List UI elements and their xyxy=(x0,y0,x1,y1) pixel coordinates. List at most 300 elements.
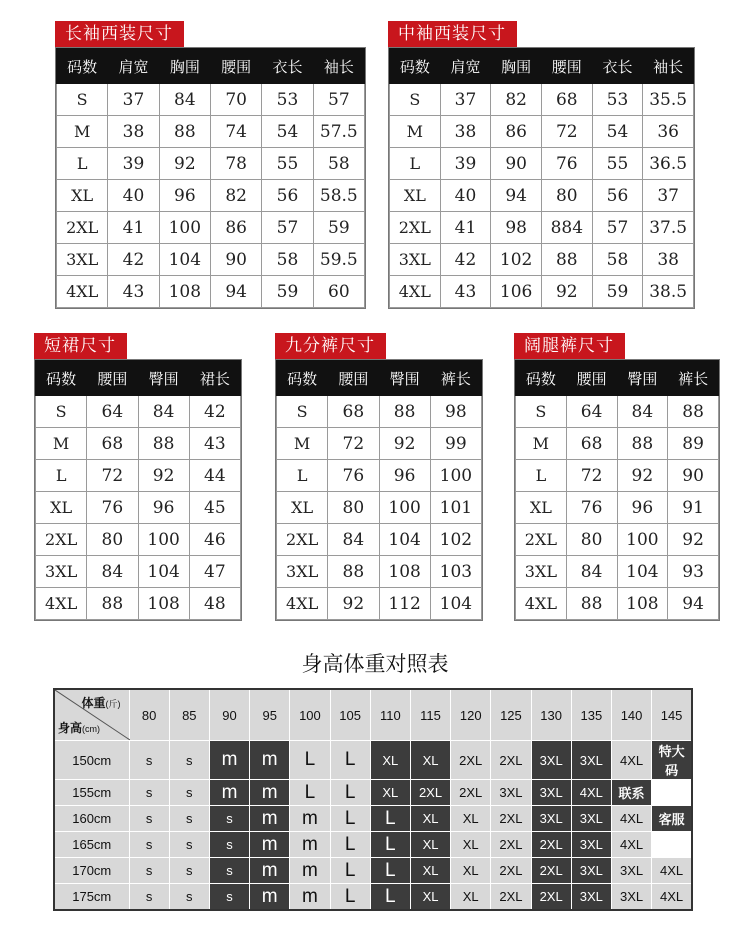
value-cell: 82 xyxy=(491,84,542,116)
value-cell: 92 xyxy=(328,588,379,620)
size-cell: m xyxy=(290,832,330,858)
size-cell: 4XL xyxy=(571,780,611,806)
table-row xyxy=(36,524,241,556)
size-cell: 4XL xyxy=(36,588,87,620)
size-cell: S xyxy=(277,396,328,428)
weight-header: 135 xyxy=(571,689,611,741)
value-cell: 88 xyxy=(668,396,719,428)
size-cell: L xyxy=(36,460,87,492)
value-cell: 104 xyxy=(138,556,189,588)
height-row xyxy=(54,780,692,806)
weight-header: 80 xyxy=(129,689,169,741)
height-label-cell: 175cm xyxy=(54,884,129,911)
value-cell: 104 xyxy=(617,556,668,588)
value-cell: 68 xyxy=(566,428,617,460)
size-cell: L xyxy=(390,148,441,180)
table-row xyxy=(277,588,482,620)
table-row xyxy=(390,276,694,308)
size-cell: M xyxy=(390,116,441,148)
size-cell: L xyxy=(330,806,370,832)
value-cell: 36.5 xyxy=(643,148,694,180)
size-cell: s xyxy=(169,741,209,780)
size-cell: L xyxy=(516,460,567,492)
value-cell: 76 xyxy=(566,492,617,524)
size-cell: L xyxy=(330,780,370,806)
size-cell: 2XL xyxy=(491,858,531,884)
size-cell: s xyxy=(169,832,209,858)
size-cell: XL xyxy=(370,780,410,806)
size-cell: L xyxy=(370,806,410,832)
size-cell: m xyxy=(209,741,249,780)
height-label-cell: 150cm xyxy=(54,741,129,780)
size-cell: 4XL xyxy=(57,276,108,308)
size-cell: S xyxy=(57,84,108,116)
size-cell: 3XL xyxy=(491,780,531,806)
value-cell: 76 xyxy=(541,148,592,180)
size-cell: M xyxy=(516,428,567,460)
table-row xyxy=(277,524,482,556)
size-cell xyxy=(652,832,692,858)
height-unit: (cm) xyxy=(82,724,101,734)
value-cell: 108 xyxy=(617,588,668,620)
weight-header: 85 xyxy=(169,689,209,741)
header-row xyxy=(57,49,365,84)
chart-table-wrap xyxy=(34,359,242,621)
size-cell: 3XL xyxy=(571,884,611,911)
size-cell: 3XL xyxy=(36,556,87,588)
value-cell: 98 xyxy=(430,396,481,428)
table-row xyxy=(57,276,365,308)
size-cell: 4XL xyxy=(652,858,692,884)
table-row xyxy=(57,116,365,148)
value-cell: 100 xyxy=(379,492,430,524)
size-cell: L xyxy=(330,858,370,884)
value-cell: 38.5 xyxy=(643,276,694,308)
column-header: 腰围 xyxy=(541,49,592,84)
value-cell: 101 xyxy=(430,492,481,524)
size-cell: M xyxy=(36,428,87,460)
table-row xyxy=(516,396,719,428)
value-cell: 40 xyxy=(108,180,159,212)
size-cell: XL xyxy=(410,858,450,884)
table-row xyxy=(57,180,365,212)
height-row xyxy=(54,741,692,780)
weight-label-text: 体重 xyxy=(81,696,106,710)
column-header: 腰围 xyxy=(210,49,261,84)
height-label xyxy=(58,719,100,736)
value-cell: 72 xyxy=(328,428,379,460)
value-cell: 88 xyxy=(138,428,189,460)
header-row xyxy=(36,361,241,396)
value-cell: 88 xyxy=(379,396,430,428)
header-row xyxy=(277,361,482,396)
size-table xyxy=(56,48,365,308)
size-cell: 3XL xyxy=(611,884,651,911)
column-header: 腰围 xyxy=(328,361,379,396)
size-cell: m xyxy=(209,780,249,806)
value-cell: 37 xyxy=(108,84,159,116)
size-cell: 2XL xyxy=(531,858,571,884)
value-cell: 57 xyxy=(262,212,313,244)
size-cell: 特大码 xyxy=(652,741,692,780)
size-cell: XL xyxy=(410,884,450,911)
value-cell: 90 xyxy=(491,148,542,180)
size-cell: s xyxy=(129,806,169,832)
size-cell: 2XL xyxy=(531,884,571,911)
weight-header: 140 xyxy=(611,689,651,741)
value-cell: 37.5 xyxy=(643,212,694,244)
value-cell: 56 xyxy=(592,180,643,212)
table-row xyxy=(277,396,482,428)
value-cell: 88 xyxy=(617,428,668,460)
size-cell: s xyxy=(129,832,169,858)
size-cell: XL xyxy=(390,180,441,212)
weight-unit: (斤) xyxy=(105,699,121,709)
size-cell: 客服 xyxy=(652,806,692,832)
size-cell: 2XL xyxy=(277,524,328,556)
value-cell: 100 xyxy=(138,524,189,556)
size-cell: XL xyxy=(36,492,87,524)
column-header: 臀围 xyxy=(138,361,189,396)
column-header: 码数 xyxy=(277,361,328,396)
value-cell: 96 xyxy=(138,492,189,524)
value-cell: 48 xyxy=(189,588,240,620)
chart-table-wrap xyxy=(55,47,366,309)
value-cell: 96 xyxy=(159,180,210,212)
value-cell: 55 xyxy=(592,148,643,180)
column-header: 裤长 xyxy=(668,361,719,396)
weight-header: 115 xyxy=(410,689,450,741)
size-cell: 3XL xyxy=(516,556,567,588)
value-cell: 90 xyxy=(668,460,719,492)
value-cell: 84 xyxy=(566,556,617,588)
value-cell: 103 xyxy=(430,556,481,588)
value-cell: 80 xyxy=(87,524,138,556)
value-cell: 93 xyxy=(668,556,719,588)
value-cell: 39 xyxy=(440,148,491,180)
size-cell: XL xyxy=(451,858,491,884)
size-cell: s xyxy=(129,741,169,780)
value-cell: 42 xyxy=(440,244,491,276)
value-cell: 112 xyxy=(379,588,430,620)
column-header: 衣长 xyxy=(262,49,313,84)
value-cell: 78 xyxy=(210,148,261,180)
value-cell: 86 xyxy=(210,212,261,244)
header-row xyxy=(516,361,719,396)
value-cell: 94 xyxy=(491,180,542,212)
value-cell: 41 xyxy=(108,212,159,244)
size-cell: s xyxy=(129,858,169,884)
value-cell: 92 xyxy=(159,148,210,180)
column-header: 裙长 xyxy=(189,361,240,396)
size-table xyxy=(389,48,694,308)
value-cell: 37 xyxy=(440,84,491,116)
size-cell: 4XL xyxy=(652,884,692,911)
size-cell: L xyxy=(290,741,330,780)
value-cell: 108 xyxy=(138,588,189,620)
table-row xyxy=(36,556,241,588)
size-cell: s xyxy=(209,832,249,858)
value-cell: 106 xyxy=(491,276,542,308)
size-cell: M xyxy=(57,116,108,148)
value-cell: 54 xyxy=(262,116,313,148)
chart-title: 长袖西装尺寸 xyxy=(55,21,184,47)
chart-title: 中袖西装尺寸 xyxy=(388,21,517,47)
value-cell: 100 xyxy=(617,524,668,556)
value-cell: 92 xyxy=(617,460,668,492)
value-cell: 58 xyxy=(262,244,313,276)
value-cell: 43 xyxy=(440,276,491,308)
size-cell: XL xyxy=(57,180,108,212)
table-row xyxy=(390,116,694,148)
column-header: 胸围 xyxy=(159,49,210,84)
value-cell: 86 xyxy=(491,116,542,148)
value-cell: 45 xyxy=(189,492,240,524)
value-cell: 35.5 xyxy=(643,84,694,116)
height-row xyxy=(54,858,692,884)
table-row xyxy=(516,492,719,524)
size-cell: XL xyxy=(516,492,567,524)
size-cell: 3XL xyxy=(571,806,611,832)
value-cell: 89 xyxy=(668,428,719,460)
value-cell: 84 xyxy=(159,84,210,116)
table-row xyxy=(390,212,694,244)
size-cell: 3XL xyxy=(611,858,651,884)
value-cell: 76 xyxy=(87,492,138,524)
value-cell: 92 xyxy=(668,524,719,556)
size-cell: 4XL xyxy=(390,276,441,308)
size-cell: 2XL xyxy=(516,524,567,556)
size-cell: L xyxy=(57,148,108,180)
value-cell: 104 xyxy=(159,244,210,276)
size-cell: 2XL xyxy=(491,832,531,858)
value-cell: 38 xyxy=(440,116,491,148)
size-cell: 2XL xyxy=(451,741,491,780)
column-header: 袖长 xyxy=(313,49,364,84)
value-cell: 100 xyxy=(430,460,481,492)
value-cell: 92 xyxy=(138,460,189,492)
height-row xyxy=(54,806,692,832)
value-cell: 102 xyxy=(430,524,481,556)
height-label-cell: 155cm xyxy=(54,780,129,806)
size-cell: 4XL xyxy=(516,588,567,620)
height-weight-title: 身高体重对照表 xyxy=(301,652,449,676)
size-cell: L xyxy=(370,884,410,911)
column-header: 腰围 xyxy=(566,361,617,396)
size-cell: 4XL xyxy=(611,806,651,832)
size-cell: S xyxy=(516,396,567,428)
size-cell: L xyxy=(290,780,330,806)
table-row xyxy=(277,492,482,524)
column-header: 裤长 xyxy=(430,361,481,396)
weight-header: 120 xyxy=(451,689,491,741)
size-cell: m xyxy=(250,832,290,858)
value-cell: 80 xyxy=(328,492,379,524)
value-cell: 92 xyxy=(541,276,592,308)
size-chart-skirt xyxy=(34,333,242,621)
height-label-text: 身高 xyxy=(58,721,83,735)
size-cell: s xyxy=(209,884,249,911)
table-row xyxy=(57,212,365,244)
weight-header: 110 xyxy=(370,689,410,741)
value-cell: 44 xyxy=(189,460,240,492)
value-cell: 38 xyxy=(108,116,159,148)
value-cell: 59 xyxy=(592,276,643,308)
value-cell: 84 xyxy=(328,524,379,556)
weight-header: 100 xyxy=(290,689,330,741)
weight-header: 105 xyxy=(330,689,370,741)
value-cell: 54 xyxy=(592,116,643,148)
size-cell: 3XL xyxy=(277,556,328,588)
size-cell: s xyxy=(129,884,169,911)
table-row xyxy=(36,492,241,524)
weight-header: 130 xyxy=(531,689,571,741)
column-header: 胸围 xyxy=(491,49,542,84)
size-cell: 2XL xyxy=(57,212,108,244)
value-cell: 76 xyxy=(328,460,379,492)
value-cell: 72 xyxy=(87,460,138,492)
size-cell: 2XL xyxy=(491,806,531,832)
size-cell: 3XL xyxy=(531,780,571,806)
value-cell: 68 xyxy=(87,428,138,460)
value-cell: 42 xyxy=(189,396,240,428)
size-cell: 3XL xyxy=(571,741,611,780)
value-cell: 96 xyxy=(617,492,668,524)
table-row xyxy=(390,244,694,276)
size-table xyxy=(35,360,241,620)
value-cell: 91 xyxy=(668,492,719,524)
weight-header-row xyxy=(54,689,692,741)
size-cell: s xyxy=(169,884,209,911)
size-cell: s xyxy=(209,858,249,884)
value-cell: 58 xyxy=(313,148,364,180)
size-cell: XL xyxy=(410,806,450,832)
column-header: 袖长 xyxy=(643,49,694,84)
height-label-cell: 160cm xyxy=(54,806,129,832)
table-row xyxy=(390,180,694,212)
value-cell: 72 xyxy=(566,460,617,492)
value-cell: 102 xyxy=(491,244,542,276)
size-cell: m xyxy=(290,806,330,832)
size-cell: XL xyxy=(277,492,328,524)
size-cell: L xyxy=(330,832,370,858)
value-cell: 92 xyxy=(379,428,430,460)
size-cell: 2XL xyxy=(491,741,531,780)
column-header: 肩宽 xyxy=(440,49,491,84)
corner-header xyxy=(54,689,129,741)
value-cell: 88 xyxy=(328,556,379,588)
chart-table-wrap xyxy=(514,359,720,621)
size-cell: XL xyxy=(410,741,450,780)
weight-header: 90 xyxy=(209,689,249,741)
value-cell: 108 xyxy=(379,556,430,588)
size-cell: S xyxy=(36,396,87,428)
size-cell: XL xyxy=(451,806,491,832)
value-cell: 104 xyxy=(379,524,430,556)
size-cell: XL xyxy=(451,832,491,858)
weight-header: 145 xyxy=(652,689,692,741)
table-row xyxy=(57,148,365,180)
size-cell: s xyxy=(169,780,209,806)
chart-title: 九分裤尺寸 xyxy=(275,333,386,359)
column-header: 腰围 xyxy=(87,361,138,396)
size-cell: L xyxy=(370,832,410,858)
chart-title: 阔腿裤尺寸 xyxy=(514,333,625,359)
table-row xyxy=(516,460,719,492)
height-label-cell: 165cm xyxy=(54,832,129,858)
value-cell: 94 xyxy=(210,276,261,308)
size-cell: XL xyxy=(370,741,410,780)
value-cell: 96 xyxy=(379,460,430,492)
size-chart-wide-leg-pants xyxy=(514,333,720,621)
value-cell: 84 xyxy=(87,556,138,588)
table-row xyxy=(390,148,694,180)
size-cell: 3XL xyxy=(57,244,108,276)
table-row xyxy=(36,460,241,492)
value-cell: 57 xyxy=(592,212,643,244)
size-cell: 3XL xyxy=(571,832,611,858)
value-cell: 38 xyxy=(643,244,694,276)
size-cell: XL xyxy=(451,884,491,911)
size-cell: XL xyxy=(410,832,450,858)
table-row xyxy=(516,428,719,460)
value-cell: 68 xyxy=(328,396,379,428)
value-cell: 47 xyxy=(189,556,240,588)
size-cell: m xyxy=(250,806,290,832)
value-cell: 59 xyxy=(313,212,364,244)
size-cell: S xyxy=(390,84,441,116)
size-cell: 3XL xyxy=(571,858,611,884)
value-cell: 80 xyxy=(541,180,592,212)
value-cell: 39 xyxy=(108,148,159,180)
value-cell: 40 xyxy=(440,180,491,212)
size-cell: 2XL xyxy=(451,780,491,806)
value-cell: 88 xyxy=(159,116,210,148)
value-cell: 98 xyxy=(491,212,542,244)
size-chart-mid-sleeve-suit xyxy=(388,21,695,309)
size-cell: m xyxy=(250,741,290,780)
value-cell: 100 xyxy=(159,212,210,244)
value-cell: 68 xyxy=(541,84,592,116)
size-cell: 3XL xyxy=(531,741,571,780)
size-cell: L xyxy=(330,884,370,911)
header-row xyxy=(390,49,694,84)
table-row xyxy=(516,556,719,588)
value-cell: 88 xyxy=(87,588,138,620)
value-cell: 57 xyxy=(313,84,364,116)
size-cell: 2XL xyxy=(36,524,87,556)
value-cell: 53 xyxy=(592,84,643,116)
value-cell: 55 xyxy=(262,148,313,180)
size-cell: m xyxy=(250,780,290,806)
size-cell: m xyxy=(290,884,330,911)
weight-label xyxy=(81,694,120,711)
value-cell: 58 xyxy=(592,244,643,276)
size-cell: L xyxy=(330,741,370,780)
size-table xyxy=(515,360,719,620)
size-cell: s xyxy=(209,806,249,832)
value-cell: 46 xyxy=(189,524,240,556)
value-cell: 84 xyxy=(617,396,668,428)
value-cell: 57.5 xyxy=(313,116,364,148)
weight-header: 95 xyxy=(250,689,290,741)
value-cell: 104 xyxy=(430,588,481,620)
height-row xyxy=(54,884,692,911)
value-cell: 41 xyxy=(440,212,491,244)
value-cell: 64 xyxy=(87,396,138,428)
value-cell: 64 xyxy=(566,396,617,428)
size-cell: 4XL xyxy=(611,832,651,858)
